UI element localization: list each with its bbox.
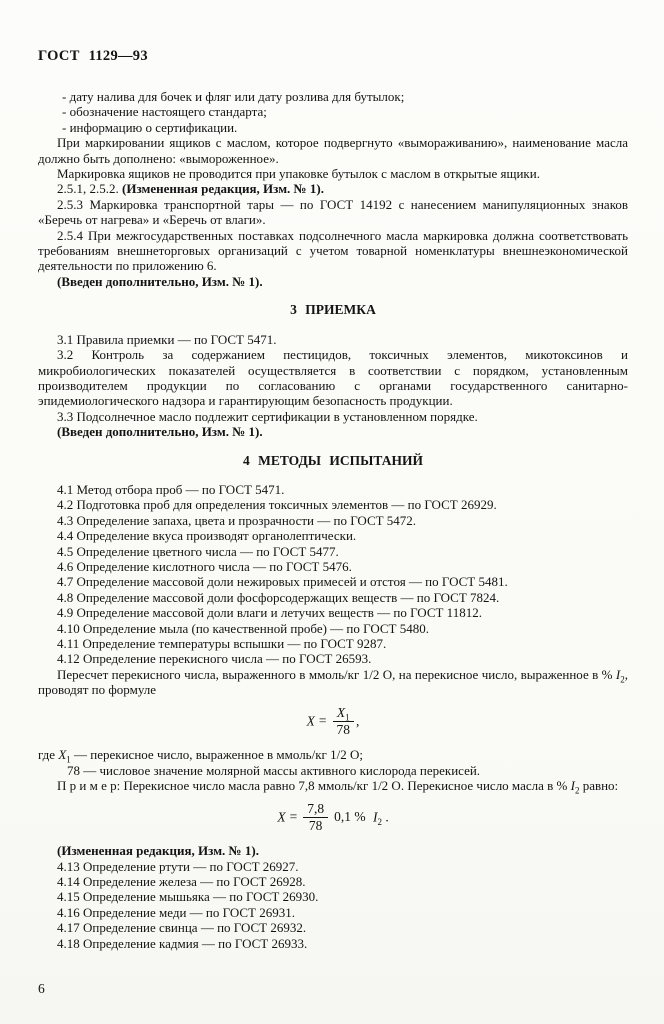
formula-punctuation: . xyxy=(381,808,389,824)
document-number: ГОСТ 1129—93 xyxy=(38,48,148,64)
formula-lhs: X xyxy=(306,713,315,729)
formula-lhs: X xyxy=(277,808,286,824)
paragraph-4-13: 4.13 Определение ртути — по ГОСТ 26927. xyxy=(57,858,299,874)
fraction-denominator: 78 xyxy=(303,817,328,834)
variable-iodine: I xyxy=(372,808,378,824)
fraction xyxy=(333,706,355,739)
paragraph-4-8: 4.8 Определение массовой доли фосфорсодержащих веществ — по ГОСТ 7824. xyxy=(57,589,500,605)
section-heading-test-methods: 4 МЕТОДЫ ИСПЫТАНИЙ xyxy=(242,452,424,468)
introduced-note: (Введен дополнительно, Изм. № 1). xyxy=(57,273,263,289)
clause-numbers: 2.5.1, 2.5.2. xyxy=(57,181,122,197)
formula-result: 0,1 % xyxy=(334,808,369,824)
paragraph-4-15: 4.15 Определение мышьяка — по ГОСТ 26930. xyxy=(57,889,319,905)
text-run: П р и м е р: Перекисное число масла равно 7,8 ммоль/кг 1/2 О. Перекисное число масла в % xyxy=(57,778,571,794)
text-run: где xyxy=(38,747,59,763)
paragraph-4-3: 4.3 Определение запаха, цвета и прозрачности — по ГОСТ 5472. xyxy=(57,512,417,528)
text-run: , проводят по формуле xyxy=(38,666,628,698)
dash-list-item: - обозначение настоящего стандарта; xyxy=(62,104,267,120)
paragraph-4-5: 4.5 Определение цветного числа — по ГОСТ 5477. xyxy=(57,543,339,559)
fraction-numerator: 7,8 xyxy=(307,800,325,816)
text-run: равно: xyxy=(579,778,619,794)
paragraph-3-2: 3.2 Контроль за содержанием пестицидов, токсичных элементов, микотоксинов и микробиологических показателей осуществляется в соответствии с порядком, установленным производителем продукции по согласованию с органами государственного санитарно-эпидемиологического надзора и гарантирующим безопасность продукции. xyxy=(38,347,628,409)
paragraph-peroxide-recalc xyxy=(38,667,628,698)
paragraph-3-1: 3.1 Правила приемки — по ГОСТ 5471. xyxy=(57,331,277,347)
paragraph-4-4: 4.4 Определение вкуса производят органолептически. xyxy=(57,528,357,544)
paragraph-4-18: 4.18 Определение кадмия — по ГОСТ 26933. xyxy=(57,935,308,951)
paragraph-4-11: 4.11 Определение температуры вспышки — по ГОСТ 9287. xyxy=(57,636,387,651)
paragraph-4-17: 4.17 Определение свинца — по ГОСТ 26932. xyxy=(57,920,307,936)
dash-list-item: - информацию о сертификации. xyxy=(62,119,238,135)
section-heading-acceptance: 3 ПРИЕМКА xyxy=(290,302,376,318)
introduced-note: (Введен дополнительно, Изм. № 1). xyxy=(57,424,263,440)
variable-subscript: 2 xyxy=(574,785,580,796)
paragraph-4-10: 4.10 Определение мыла (по качественной пробе) — по ГОСТ 5480. xyxy=(57,620,429,636)
paragraph-example xyxy=(38,778,628,796)
dash-list-item: - дату налива для бочек и фляг или дату розлива для бутылок; xyxy=(62,89,405,104)
equals-sign: = xyxy=(289,808,298,824)
variable-x1: X xyxy=(58,747,67,763)
variable-iodine: I xyxy=(615,666,621,682)
paragraph-2-5-4: 2.5.4 При межгосударственных поставках подсолнечного масла маркировка должна соответствовать требованиям внешнеторговых организаций с учетом товарной номенклатуры внешнеэкономической деятельности по приложению 6. xyxy=(38,227,628,274)
paragraph-4-7: 4.7 Определение массовой доли нежировых примесей и отстоя — по ГОСТ 5481. xyxy=(57,574,508,590)
paragraph-4-14: 4.14 Определение железа — по ГОСТ 26928. xyxy=(57,874,306,890)
variable-iodine: I xyxy=(570,778,575,794)
variable-subscript: 2 xyxy=(377,816,382,827)
formula-punctuation: , xyxy=(356,713,360,729)
amendment-note: (Измененная редакция, Изм. № 1). xyxy=(122,181,324,197)
variable-x1: X xyxy=(336,704,346,720)
paragraph-4-2: 4.2 Подготовка проб для определения токсичных элементов — по ГОСТ 26929. xyxy=(57,497,497,513)
equals-sign: = xyxy=(318,713,327,729)
paragraph-4-1: 4.1 Метод отбора проб — по ГОСТ 5471. xyxy=(57,481,285,497)
variable-subscript: 1 xyxy=(66,754,71,765)
fraction xyxy=(303,802,328,835)
paragraph-4-9: 4.9 Определение массовой доли влаги и летучих веществ — по ГОСТ 11812. xyxy=(57,605,482,621)
text-run: — перекисное число, выраженное в ммоль/кг 1/2 О; xyxy=(70,747,363,763)
paragraph-2-5-1 xyxy=(38,181,628,196)
paragraph-4-6: 4.6 Определение кислотного числа — по ГОСТ 5476. xyxy=(57,558,352,574)
where-clause-x1 xyxy=(38,747,628,765)
formula-peroxide-conversion xyxy=(38,706,628,739)
amendment-note: (Измененная редакция, Изм. № 1). xyxy=(57,843,259,859)
paragraph-2-5-3: 2.5.3 Маркировка транспортной тары — по ГОСТ 14192 с нанесением манипуляционных знаков «Беречь от нагрева» и «Беречь от влаги». xyxy=(38,196,628,228)
paragraph-4-16: 4.16 Определение меди — по ГОСТ 26931. xyxy=(57,904,295,920)
variable-subscript: 1 xyxy=(345,712,350,723)
paragraph-4-12: 4.12 Определение перекисного числа — по ГОСТ 26593. xyxy=(57,651,372,667)
paragraph-open-boxes: Маркировка ящиков не проводится при упаковке бутылок с маслом в открытые ящики. xyxy=(57,166,540,182)
fraction-denominator: 78 xyxy=(333,721,355,738)
fraction-numerator xyxy=(333,706,355,722)
text-run: Пересчет перекисного числа, выраженного в ммоль/кг 1/2 О, на перекисное число, выраженное в % xyxy=(57,666,616,682)
variable-subscript: 2 xyxy=(620,674,625,685)
paragraph-3-3: 3.3 Подсолнечное масло подлежит сертификации в установленном порядке. xyxy=(57,408,478,424)
paragraph-marking-frozen: При маркировании ящиков с маслом, которое подвергнуто «вымораживанию», наименование масла должно быть дополнено: «вымороженное». xyxy=(38,135,628,166)
where-clause-78: 78 — числовое значение молярной массы активного кислорода перекисей. xyxy=(67,762,481,778)
page-number: 6 xyxy=(38,981,45,997)
formula-example-calculation xyxy=(38,802,628,835)
document-body xyxy=(38,89,628,996)
